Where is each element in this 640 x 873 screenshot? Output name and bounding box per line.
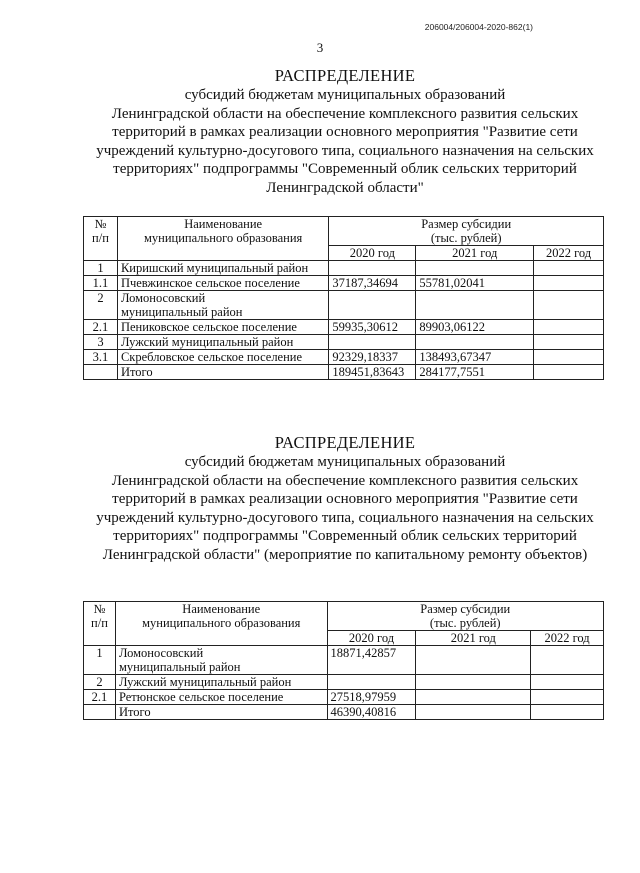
header-size-line1: Размер субсидии [420, 602, 511, 616]
row-number: 1.1 [84, 276, 118, 291]
page-number: 3 [316, 40, 324, 55]
section1-heading [0, 66, 640, 198]
row-value-2022 [531, 690, 604, 705]
header-name-line2: муниципального образования [144, 231, 303, 245]
header-num [84, 602, 116, 646]
section2-line: учреждений культурно-досугового типа, социального назначения на сельских [96, 509, 594, 526]
header-num [84, 217, 118, 261]
header-year-2020: 2020 год [327, 631, 416, 646]
row-value-2021: 284177,7551 [416, 365, 534, 380]
row-value-2022 [534, 365, 604, 380]
row-value-2021 [416, 261, 534, 276]
header-name-line1: Наименование [184, 217, 263, 231]
table-row [84, 350, 604, 365]
row-value-2021 [416, 690, 531, 705]
header-name [117, 217, 328, 261]
row-value-2022 [534, 335, 604, 350]
header-num-line1: № [94, 217, 107, 231]
header-size-line2: (тыс. рублей) [430, 231, 502, 245]
row-value-2020 [329, 291, 416, 320]
row-value-2021 [416, 646, 531, 675]
row-number: 2.1 [84, 690, 116, 705]
table-row [84, 276, 604, 291]
section2-line: Ленинградской области на обеспечение комплексного развития сельских [111, 472, 579, 489]
section1-line: учреждений культурно-досугового типа, социального назначения на сельских [96, 142, 594, 159]
section1-title: РАСПРЕДЕЛЕНИЕ [274, 66, 416, 85]
row-value-2021 [416, 705, 531, 720]
section2-title: РАСПРЕДЕЛЕНИЕ [274, 433, 416, 452]
row-value-2020: 46390,40816 [327, 705, 416, 720]
row-value-2020 [329, 335, 416, 350]
row-number [84, 365, 118, 380]
row-number: 1 [84, 261, 118, 276]
row-value-2020: 18871,42857 [327, 646, 416, 675]
row-name: Лужский муниципальный район [115, 675, 327, 690]
header-year-2021: 2021 год [416, 246, 534, 261]
row-number: 2.1 [84, 320, 118, 335]
header-year-2022: 2022 год [531, 631, 604, 646]
row-name: Лужский муниципальный район [117, 335, 328, 350]
row-value-2022 [531, 705, 604, 720]
table-row [84, 335, 604, 350]
header-name-line1: Наименование [182, 602, 261, 616]
row-value-2022 [534, 276, 604, 291]
row-name: Киришский муниципальный район [117, 261, 328, 276]
table-row [84, 261, 604, 276]
row-value-2020: 37187,34694 [329, 276, 416, 291]
row-value-2021 [416, 291, 534, 320]
row-value-2020: 189451,83643 [329, 365, 416, 380]
header-size [327, 602, 603, 631]
table-row [84, 690, 604, 705]
section1-line: территориях" подпрограммы "Современный облик сельских территорий [113, 161, 577, 178]
row-name: Итого [117, 365, 328, 380]
row-value-2021: 89903,06122 [416, 320, 534, 335]
row-value-2022 [534, 350, 604, 365]
row-name: Пчевжинское сельское поселение [117, 276, 328, 291]
row-value-2020 [327, 675, 416, 690]
row-value-2021: 55781,02041 [416, 276, 534, 291]
section2-heading [0, 433, 640, 565]
section2-line: территориях" подпрограммы "Современный облик сельских территорий [113, 528, 577, 545]
section1-line: Ленинградской области" [266, 179, 424, 196]
row-number: 2 [84, 675, 116, 690]
header-year-2020: 2020 год [329, 246, 416, 261]
row-number: 1 [84, 646, 116, 675]
header-size-line1: Размер субсидии [421, 217, 512, 231]
header-name [115, 602, 327, 646]
row-name: Ломоносовский муниципальный район [117, 291, 328, 320]
row-value-2020: 27518,97959 [327, 690, 416, 705]
header-num-line2: п/п [91, 616, 108, 630]
subsidy-table-1 [83, 216, 604, 380]
section1-line: субсидий бюджетам муниципальных образований [184, 87, 506, 103]
section2-line: Ленинградской области" (мероприятие по капитальному ремонту объектов) [102, 546, 588, 563]
row-name: Пениковское сельское поселение [117, 320, 328, 335]
table-row [84, 675, 604, 690]
header-size [329, 217, 604, 246]
table-2-body [84, 646, 604, 720]
table-row [84, 320, 604, 335]
row-value-2021: 138493,67347 [416, 350, 534, 365]
header-year-2022: 2022 год [534, 246, 604, 261]
row-number: 2 [84, 291, 118, 320]
row-name: Скребловское сельское поселение [117, 350, 328, 365]
subsidy-table-2 [83, 601, 604, 720]
row-value-2021 [416, 335, 534, 350]
header-num-line1: № [93, 602, 106, 616]
row-number [84, 705, 116, 720]
header-year-2021: 2021 год [416, 631, 531, 646]
row-name: Ломоносовский муниципальный район [115, 646, 327, 675]
row-name: Итого [115, 705, 327, 720]
section1-line: Ленинградской области на обеспечение комплексного развития сельских [111, 105, 579, 122]
row-value-2020: 59935,30612 [329, 320, 416, 335]
row-value-2021 [416, 675, 531, 690]
row-number: 3 [84, 335, 118, 350]
section2-line: субсидий бюджетам муниципальных образований [184, 454, 506, 470]
row-value-2020 [329, 261, 416, 276]
header-num-line2: п/п [92, 231, 109, 245]
row-name: Ретюнское сельское поселение [115, 690, 327, 705]
section1-line: территорий в рамках реализации основного мероприятия "Развитие сети [112, 124, 578, 141]
row-value-2022 [534, 261, 604, 276]
table-row [84, 365, 604, 380]
table-1-body [84, 261, 604, 380]
row-number: 3.1 [84, 350, 118, 365]
row-value-2022 [534, 291, 604, 320]
header-name-line2: муниципального образования [142, 616, 301, 630]
row-value-2022 [534, 320, 604, 335]
row-value-2022 [531, 646, 604, 675]
header-size-line2: (тыс. рублей) [429, 616, 501, 630]
table-row [84, 705, 604, 720]
row-value-2020: 92329,18337 [329, 350, 416, 365]
table-row [84, 291, 604, 320]
table-row [84, 646, 604, 675]
document-number: 206004/206004-2020-862(1) [424, 22, 533, 32]
section2-line: территорий в рамках реализации основного мероприятия "Развитие сети [112, 491, 578, 508]
row-value-2022 [531, 675, 604, 690]
